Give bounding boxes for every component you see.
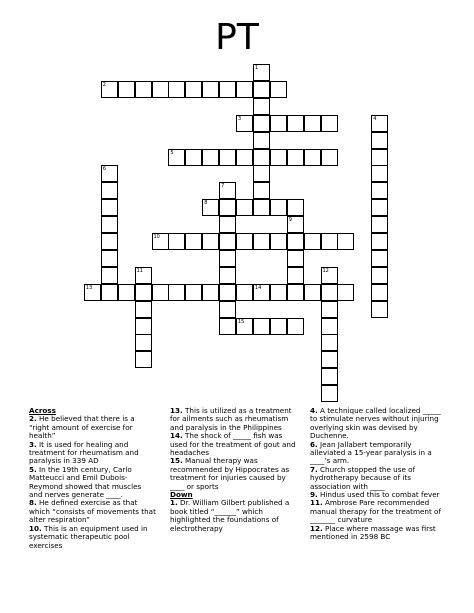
grid-cell[interactable] bbox=[152, 233, 169, 250]
clue-item bbox=[170, 499, 300, 533]
clue-number: 8 bbox=[204, 200, 208, 207]
clue-item bbox=[170, 457, 300, 491]
grid-cell[interactable] bbox=[287, 233, 304, 250]
across-clue-list-continued bbox=[170, 407, 300, 491]
grid-cell[interactable] bbox=[84, 284, 101, 301]
clue-number: 6 bbox=[102, 166, 106, 173]
grid-cell[interactable] bbox=[152, 284, 169, 301]
grid-cell[interactable] bbox=[219, 250, 236, 267]
clue-text: Jean Jallabert temporarily alleviated a 15-year paralysis in a ____’s arm. bbox=[310, 439, 432, 466]
clue-item bbox=[310, 466, 446, 491]
clue-number: 14 bbox=[254, 284, 262, 291]
clue-item bbox=[310, 499, 446, 524]
clue-text: Ambrose Pare recommended manual therapy for the treatment of _______ curvature bbox=[310, 498, 441, 525]
grid-cell[interactable] bbox=[270, 233, 287, 250]
grid-cell[interactable] bbox=[253, 81, 270, 98]
clue-number: 2 bbox=[102, 81, 106, 88]
grid-cell[interactable] bbox=[371, 182, 388, 199]
clue-number: 10 bbox=[153, 234, 160, 240]
grid-cell[interactable] bbox=[371, 132, 388, 149]
grid-cell[interactable] bbox=[270, 284, 287, 301]
grid-cell[interactable] bbox=[253, 165, 270, 182]
clue-column-middle bbox=[170, 407, 300, 533]
grid-cell[interactable] bbox=[287, 318, 304, 335]
grid-cell[interactable] bbox=[118, 81, 135, 98]
grid-cell[interactable] bbox=[270, 149, 287, 166]
clue-number: 8. bbox=[29, 498, 37, 508]
grid-cell[interactable] bbox=[337, 233, 354, 250]
grid-cell[interactable] bbox=[321, 115, 338, 132]
grid-cell[interactable] bbox=[185, 81, 202, 98]
grid-cell[interactable] bbox=[270, 115, 287, 132]
grid-cell[interactable] bbox=[202, 233, 219, 250]
grid-cell[interactable] bbox=[101, 284, 118, 301]
grid-cell[interactable] bbox=[321, 233, 338, 250]
grid-cell[interactable] bbox=[135, 351, 152, 368]
grid-cell[interactable] bbox=[321, 351, 338, 368]
grid-cell[interactable] bbox=[253, 199, 270, 216]
grid-cell[interactable] bbox=[202, 149, 219, 166]
clue-text: Manual therapy was recommended by Hippocrates as treatment for injuries caused by ____ or sports bbox=[170, 456, 290, 491]
grid-cell[interactable] bbox=[371, 216, 388, 233]
clue-number: 12. bbox=[310, 523, 323, 533]
grid-cell[interactable] bbox=[219, 318, 236, 335]
clue-number: 12 bbox=[322, 267, 329, 274]
grid-cell[interactable] bbox=[321, 301, 338, 318]
grid-cell[interactable] bbox=[185, 149, 202, 166]
grid-cell[interactable] bbox=[253, 115, 270, 132]
clue-number: 9. bbox=[310, 490, 318, 500]
grid-cell[interactable] bbox=[219, 267, 236, 284]
page-title: PT bbox=[215, 17, 259, 58]
clue-number: 3. bbox=[29, 439, 37, 449]
grid-cell[interactable] bbox=[219, 216, 236, 233]
clue-item bbox=[29, 525, 157, 550]
grid-cell[interactable] bbox=[135, 284, 152, 301]
grid-cell[interactable] bbox=[101, 216, 118, 233]
grid-cell[interactable] bbox=[321, 284, 338, 301]
clue-item bbox=[170, 432, 300, 457]
clue-item bbox=[29, 466, 157, 500]
grid-cell[interactable] bbox=[321, 368, 338, 385]
clue-column-right bbox=[310, 407, 446, 542]
grid-cell[interactable] bbox=[371, 199, 388, 216]
clue-text: He defined exercise as that which “consists of movements that alter respiration” bbox=[29, 498, 156, 525]
clue-text: This is an equipment used in systematic therapeutic pool exercises bbox=[29, 523, 148, 550]
grid-cell[interactable] bbox=[287, 250, 304, 267]
grid-cell[interactable] bbox=[202, 199, 219, 216]
grid-cell[interactable] bbox=[287, 115, 304, 132]
grid-cell[interactable] bbox=[236, 199, 253, 216]
grid-cell[interactable] bbox=[253, 64, 270, 81]
grid-cell[interactable] bbox=[371, 250, 388, 267]
grid-cell[interactable] bbox=[270, 318, 287, 335]
clue-number: 7. bbox=[310, 464, 318, 474]
grid-cell[interactable] bbox=[270, 81, 287, 98]
grid-cell[interactable] bbox=[219, 284, 236, 301]
grid-cell[interactable] bbox=[168, 284, 185, 301]
grid-cell[interactable] bbox=[202, 81, 219, 98]
grid-cell[interactable] bbox=[304, 284, 321, 301]
clue-item bbox=[310, 525, 446, 542]
grid-cell[interactable] bbox=[101, 165, 118, 182]
grid-cell[interactable] bbox=[236, 115, 253, 132]
grid-cell[interactable] bbox=[287, 149, 304, 166]
clue-number: 13 bbox=[85, 284, 93, 291]
clue-number: 2. bbox=[29, 414, 37, 424]
down-clue-list bbox=[170, 499, 300, 533]
grid-cell[interactable] bbox=[236, 149, 253, 166]
grid-cell[interactable] bbox=[253, 318, 270, 335]
clue-number: 15. bbox=[170, 456, 183, 466]
grid-cell[interactable] bbox=[135, 301, 152, 318]
clue-number: 11 bbox=[136, 267, 143, 274]
grid-cell[interactable] bbox=[135, 81, 152, 98]
grid-cell[interactable] bbox=[321, 318, 338, 335]
grid-cell[interactable] bbox=[287, 216, 304, 233]
grid-cell[interactable] bbox=[287, 199, 304, 216]
grid-cell[interactable] bbox=[304, 115, 321, 132]
clue-number: 1 bbox=[254, 65, 259, 71]
grid-cell[interactable] bbox=[371, 115, 388, 132]
grid-cell[interactable] bbox=[287, 284, 304, 301]
clue-number: 15 bbox=[238, 318, 245, 325]
clue-number: 3 bbox=[238, 115, 242, 122]
grid-cell[interactable] bbox=[135, 334, 152, 351]
grid-cell[interactable] bbox=[321, 385, 338, 402]
grid-cell[interactable] bbox=[337, 284, 354, 301]
clue-number: 4. bbox=[310, 406, 318, 415]
grid-cell[interactable] bbox=[118, 284, 135, 301]
grid-cell[interactable] bbox=[253, 233, 270, 250]
clue-number: 9 bbox=[288, 217, 292, 224]
clue-item bbox=[29, 441, 157, 466]
clue-number: 7 bbox=[221, 183, 225, 190]
grid-cell[interactable] bbox=[219, 182, 236, 199]
clue-text: Place where massage was first mentioned in 2598 BC bbox=[310, 523, 436, 542]
grid-cell[interactable] bbox=[101, 182, 118, 199]
clue-item bbox=[170, 407, 300, 432]
clue-item bbox=[29, 415, 157, 440]
grid-cell[interactable] bbox=[321, 267, 338, 284]
clue-number: 11. bbox=[310, 498, 323, 508]
clue-text: Dr. William Gilbert published a book titled “______” which highlighted the foundations of electrotherapy bbox=[170, 498, 290, 533]
across-heading: Across bbox=[29, 406, 56, 415]
grid-cell[interactable] bbox=[236, 318, 253, 335]
across-clue-list bbox=[29, 415, 157, 550]
grid-cell[interactable] bbox=[135, 267, 152, 284]
clue-number: 5. bbox=[29, 464, 37, 474]
down-clue-list-continued bbox=[310, 407, 446, 542]
grid-cell[interactable] bbox=[152, 81, 169, 98]
clue-text: In the 19th century, Carlo Matteucci and Emil Dubois-Reymond showed that muscles and nerves generate ____. bbox=[29, 464, 142, 500]
clue-text: A technique called localized _____ to stimulate nerves without injuring overlying skin was devised by Duchenne. bbox=[310, 406, 441, 441]
grid-cell[interactable] bbox=[219, 199, 236, 216]
grid-cell[interactable] bbox=[168, 233, 185, 250]
grid-cell[interactable] bbox=[219, 81, 236, 98]
grid-cell[interactable] bbox=[304, 149, 321, 166]
grid-cell[interactable] bbox=[321, 334, 338, 351]
grid-cell[interactable] bbox=[253, 132, 270, 149]
clue-number: 13. bbox=[170, 406, 183, 415]
clue-text: Hindus used this to combat fever bbox=[317, 490, 440, 500]
clue-text: This is utilized as a treatment for ailments such as rheumatism and paralysis in the Philippines bbox=[170, 406, 292, 432]
grid-cell[interactable] bbox=[135, 318, 152, 335]
grid-cell[interactable] bbox=[287, 267, 304, 284]
clue-number: 14. bbox=[170, 431, 183, 441]
grid-cell[interactable] bbox=[321, 149, 338, 166]
clue-text: It is used for healing and treatment for rheumatism and paralysis in 339 AD bbox=[29, 439, 139, 466]
grid-cell[interactable] bbox=[219, 233, 236, 250]
grid-cell[interactable] bbox=[168, 81, 185, 98]
grid-cell[interactable] bbox=[236, 284, 253, 301]
grid-cell[interactable] bbox=[253, 182, 270, 199]
grid-cell[interactable] bbox=[236, 233, 253, 250]
grid-cell[interactable] bbox=[185, 284, 202, 301]
clue-item bbox=[310, 441, 446, 466]
clue-number: 1. bbox=[170, 498, 178, 508]
grid-cell[interactable] bbox=[185, 233, 202, 250]
grid-cell[interactable] bbox=[219, 301, 236, 318]
clue-number: 5 bbox=[170, 149, 174, 156]
down-heading: Down bbox=[170, 490, 193, 500]
grid-cell[interactable] bbox=[371, 165, 388, 182]
clue-column-left bbox=[29, 407, 157, 550]
clue-number: 10. bbox=[29, 523, 42, 533]
grid-cell[interactable] bbox=[253, 98, 270, 115]
clue-number: 4 bbox=[373, 115, 377, 122]
grid-cell[interactable] bbox=[304, 233, 321, 250]
grid-cell[interactable] bbox=[253, 149, 270, 166]
grid-cell[interactable] bbox=[236, 81, 253, 98]
grid-cell[interactable] bbox=[270, 199, 287, 216]
grid-cell[interactable] bbox=[371, 267, 388, 284]
clue-text: Church stopped the use of hydrotherapy because of its association with ____ bbox=[310, 464, 416, 491]
grid-cell[interactable] bbox=[253, 284, 270, 301]
grid-cell[interactable] bbox=[371, 301, 388, 318]
grid-cell[interactable] bbox=[219, 149, 236, 166]
grid-cell[interactable] bbox=[371, 233, 388, 250]
clue-item bbox=[310, 407, 446, 441]
clue-text: He believed that there is a “right amount of exercise for health” bbox=[29, 414, 135, 441]
grid-cell[interactable] bbox=[371, 149, 388, 166]
grid-cell[interactable] bbox=[101, 81, 118, 98]
grid-cell[interactable] bbox=[168, 149, 185, 166]
clue-text: The shock of _____ fish was used for the treatment of gout and headaches bbox=[170, 431, 296, 458]
grid-cell[interactable] bbox=[101, 233, 118, 250]
clue-item bbox=[29, 499, 157, 524]
grid-cell[interactable] bbox=[202, 284, 219, 301]
grid-cell[interactable] bbox=[101, 250, 118, 267]
grid-cell[interactable] bbox=[101, 267, 118, 284]
clue-number: 6. bbox=[310, 439, 318, 449]
grid-cell[interactable] bbox=[101, 199, 118, 216]
grid-cell[interactable] bbox=[371, 284, 388, 301]
